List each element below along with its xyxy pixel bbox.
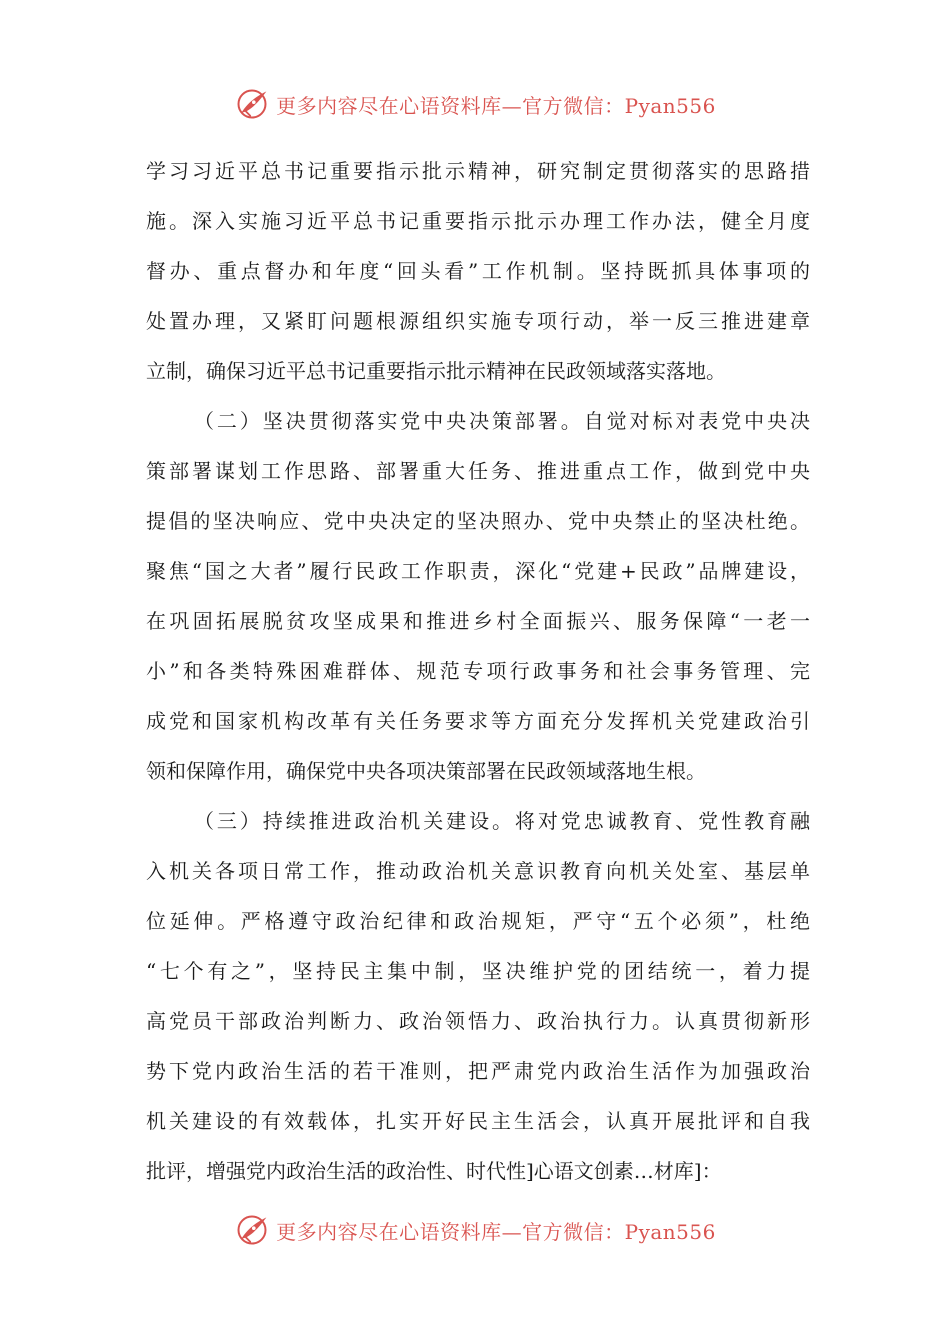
pen-nib-logo-icon (234, 1212, 270, 1248)
header-banner-text: 更多内容尽在心语资料库—官方微信：Pyan556 (276, 93, 716, 118)
pen-nib-logo-icon (234, 86, 270, 122)
text-line: 督办、重点督办和年度“回头看”工作机制。坚持既抓具体事项的 (146, 259, 810, 283)
text-line: 小”和各类特殊困难群体、规范专项行政事务和社会事务管理、完 (146, 659, 810, 683)
text-line: 处置办理，又紧盯问题根源组织实施专项行动，举一反三推进建章 (146, 309, 810, 333)
text-line: 势下党内政治生活的若干准则，把严肃党内政治生活作为加强政治 (146, 1059, 810, 1083)
text-line: 提倡的坚决响应、党中央决定的坚决照办、党中央禁止的坚决杜绝。 (146, 509, 810, 533)
text-line: 位延伸。严格遵守政治纪律和政治规矩，严守“五个必须”，杜绝 (146, 909, 810, 933)
text-line: 在巩固拓展脱贫攻坚成果和推进乡村全面振兴、服务保障“一老一 (146, 609, 810, 633)
text-line: 立制，确保习近平总书记重要指示批示精神在民政领域落实落地。 (146, 359, 726, 383)
text-line: 学习习近平总书记重要指示批示精神，研究制定贯彻落实的思路措 (146, 159, 810, 183)
paragraph-heading-line: （三）持续推进政治机关建设。将对党忠诚教育、党性教育融 (194, 809, 810, 833)
footer-banner (0, 1210, 950, 1250)
text-line: 聚焦“国之大者”履行民政工作职责，深化“党建+民政”品牌建设， (146, 559, 810, 583)
text-line: 高党员干部政治判断力、政治领悟力、政治执行力。认真贯彻新形 (146, 1009, 810, 1033)
text-line: 成党和国家机构改革有关任务要求等方面充分发挥机关党建政治引 (146, 709, 810, 733)
footer-banner-text: 更多内容尽在心语资料库—官方微信：Pyan556 (276, 1219, 716, 1244)
text-line: 领和保障作用，确保党中央各项决策部署在民政领域落地生根。 (146, 759, 706, 783)
paragraph-heading-line: （二）坚决贯彻落实党中央决策部署。自觉对标对表党中央决 (194, 409, 810, 433)
text-line: 批评，增强党内政治生活的政治性、时代性]心语文创素…材库]： (146, 1159, 722, 1183)
document-body (146, 146, 810, 1196)
text-line: 施。深入实施习近平总书记重要指示批示办理工作办法，健全月度 (146, 209, 810, 233)
text-line: 入机关各项日常工作，推动政治机关意识教育向机关处室、基层单 (146, 859, 810, 883)
text-line: 策部署谋划工作思路、部署重大任务、推进重点工作，做到党中央 (146, 459, 810, 483)
header-banner (0, 84, 950, 124)
text-line: 机关建设的有效载体，扎实开好民主生活会，认真开展批评和自我 (146, 1109, 810, 1133)
text-line: “七个有之”，坚持民主集中制，坚决维护党的团结统一，着力提 (146, 959, 810, 983)
